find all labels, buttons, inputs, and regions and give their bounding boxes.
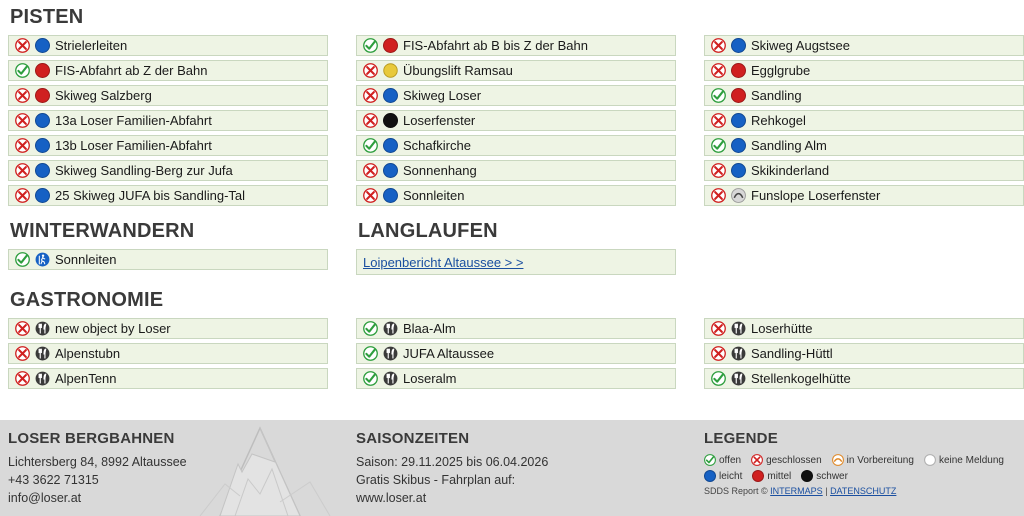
black-difficulty-dot <box>801 470 813 482</box>
x-circle-icon <box>363 113 378 128</box>
legend-item-label: in Vorbereitung <box>846 454 914 466</box>
list-item-label: Skiweg Salzberg <box>55 88 152 103</box>
x-circle-icon <box>363 188 378 203</box>
restaurant-icon <box>35 346 50 361</box>
pisten-section <box>0 0 1024 210</box>
x-circle-icon <box>15 88 30 103</box>
pisten-column-1 <box>8 0 328 210</box>
restaurant-icon <box>35 371 50 386</box>
gastronomie-list-2 <box>356 318 676 389</box>
langlaufen-column <box>356 210 676 279</box>
x-circle-icon <box>15 371 30 386</box>
sdds-separator: | <box>825 486 828 496</box>
footer-company-address: Lichtersberg 84, 8992 Altaussee <box>8 455 187 469</box>
legend-difficulty-row <box>704 470 1024 482</box>
section-title-langlaufen: LANGLAUFEN <box>358 220 498 242</box>
list-item[interactable] <box>356 160 676 181</box>
sdds-prefix: SDDS Report © <box>704 486 768 496</box>
section-title-gastronomie: GASTRONOMIE <box>10 289 164 311</box>
red-difficulty-dot <box>35 88 50 103</box>
blue-difficulty-dot <box>731 113 746 128</box>
restaurant-icon <box>731 321 746 336</box>
no-report-circle-icon <box>924 454 936 466</box>
blue-difficulty-dot <box>383 188 398 203</box>
list-item[interactable] <box>704 368 1024 389</box>
footer-company-email: info@loser.at <box>8 491 82 505</box>
list-item-label: Schafkirche <box>403 138 471 153</box>
legend-item-label: schwer <box>816 470 848 482</box>
blue-difficulty-dot <box>35 113 50 128</box>
list-item-label: Egglgrube <box>751 63 811 78</box>
x-circle-icon <box>711 188 726 203</box>
prep-circle-icon <box>832 454 844 466</box>
blue-difficulty-dot <box>383 163 398 178</box>
list-item-label: Skiweg Augstsee <box>751 38 851 53</box>
blue-difficulty-dot <box>35 163 50 178</box>
list-item[interactable] <box>704 135 1024 156</box>
list-item-label: new object by Loser <box>55 321 171 336</box>
list-item-label: Loseralm <box>403 371 457 386</box>
list-item[interactable] <box>8 318 328 339</box>
footer-legend-title: LEGENDE <box>704 430 778 447</box>
list-item-label: Stellenkogelhütte <box>751 371 851 386</box>
list-item-label: Sandling Alm <box>751 138 827 153</box>
langlaufen-list <box>356 249 676 275</box>
red-difficulty-dot <box>731 63 746 78</box>
winterwandern-column <box>8 210 328 279</box>
list-item[interactable] <box>8 185 328 206</box>
list-item-label: Skikinderland <box>751 163 830 178</box>
restaurant-icon <box>383 346 398 361</box>
blue-difficulty-dot <box>383 88 398 103</box>
list-item-label: Strielerleiten <box>55 38 128 53</box>
legend-item-label: keine Meldung <box>938 454 1004 466</box>
restaurant-icon <box>383 321 398 336</box>
x-circle-icon <box>711 38 726 53</box>
restaurant-icon <box>383 371 398 386</box>
loipenbericht-link[interactable]: Loipenbericht Altaussee > > <box>363 254 524 270</box>
check-circle-icon <box>363 371 378 386</box>
list-item[interactable] <box>704 35 1024 56</box>
legend-item <box>752 470 791 482</box>
list-item[interactable] <box>704 160 1024 181</box>
x-circle-icon <box>15 113 30 128</box>
list-item[interactable] <box>356 368 676 389</box>
footer-season <box>356 428 676 508</box>
check-circle-icon <box>363 321 378 336</box>
blue-difficulty-dot <box>35 38 50 53</box>
section-title-pisten: PISTEN <box>10 6 84 28</box>
restaurant-icon <box>35 321 50 336</box>
blue-difficulty-dot <box>731 38 746 53</box>
check-circle-icon <box>363 346 378 361</box>
footer-season-website: www.loser.at <box>356 491 427 505</box>
list-item[interactable] <box>356 60 676 81</box>
list-item-label: Übungslift Ramsau <box>403 63 513 78</box>
list-item[interactable] <box>356 185 676 206</box>
sdds-report-line <box>704 486 1024 496</box>
list-item-label: Rehkogel <box>751 113 806 128</box>
list-item[interactable] <box>704 110 1024 131</box>
list-item-label: 13b Loser Familien-Abfahrt <box>55 138 212 153</box>
x-circle-icon <box>363 63 378 78</box>
check-circle-icon <box>363 138 378 153</box>
pisten-list-2 <box>356 35 676 206</box>
legend-item <box>924 454 1004 466</box>
footer-season-title: SAISONZEITEN <box>356 430 470 447</box>
footer-legend <box>704 428 1024 508</box>
restaurant-icon <box>731 346 746 361</box>
x-circle-icon <box>15 138 30 153</box>
yellow-icon <box>383 63 398 78</box>
list-item-label: JUFA Altaussee <box>403 346 495 361</box>
hiker-icon <box>35 252 50 267</box>
red-difficulty-dot <box>731 88 746 103</box>
gastronomie-column-2 <box>356 279 676 393</box>
legend-item-label: geschlossen <box>766 454 822 466</box>
red-difficulty-dot <box>35 63 50 78</box>
legend-item <box>704 454 741 466</box>
list-item-label: Skiweg Loser <box>403 88 482 103</box>
x-circle-icon <box>711 113 726 128</box>
blue-difficulty-dot <box>35 188 50 203</box>
check-circle-icon <box>711 371 726 386</box>
list-item-label: Sonnleiten <box>55 252 117 267</box>
list-item-label: 25 Skiweg JUFA bis Sandling-Tal <box>55 188 246 203</box>
footer-season-dates: Saison: 29.11.2025 bis 06.04.2026 <box>356 455 549 469</box>
gastronomie-section <box>0 279 1024 393</box>
check-circle-icon <box>711 88 726 103</box>
list-item[interactable] <box>356 343 676 364</box>
legend-item <box>832 454 914 466</box>
list-item[interactable] <box>8 249 328 270</box>
legend-item-label: offen <box>719 454 742 466</box>
footer-company-phone: +43 3622 71315 <box>8 473 99 487</box>
x-circle-icon <box>751 454 763 466</box>
list-item[interactable] <box>356 135 676 156</box>
list-item[interactable] <box>704 60 1024 81</box>
blue-difficulty-dot <box>731 163 746 178</box>
list-item[interactable] <box>356 110 676 131</box>
datenschutz-link[interactable]: DATENSCHUTZ <box>830 486 897 496</box>
check-circle-icon <box>15 63 30 78</box>
gastronomie-list-1 <box>8 318 328 389</box>
x-circle-icon <box>15 321 30 336</box>
footer-season-skibus: Gratis Skibus - Fahrplan auf: <box>356 473 516 487</box>
list-item-label: Loserhütte <box>751 321 813 336</box>
list-item[interactable] <box>356 318 676 339</box>
x-circle-icon <box>363 163 378 178</box>
list-item[interactable] <box>356 85 676 106</box>
legend-status-row <box>704 454 1024 466</box>
pisten-list-1 <box>8 35 328 206</box>
list-item-label: Alpenstubn <box>55 346 121 361</box>
footer <box>0 420 1024 516</box>
winterwandern-list <box>8 249 328 270</box>
x-circle-icon <box>711 321 726 336</box>
list-item-label: FIS-Abfahrt ab Z der Bahn <box>55 63 208 78</box>
list-item-label: Sonnleiten <box>403 188 465 203</box>
check-circle-icon <box>704 454 716 466</box>
check-circle-icon <box>711 138 726 153</box>
list-item[interactable] <box>704 185 1024 206</box>
footer-company <box>8 428 328 508</box>
x-circle-icon <box>15 346 30 361</box>
x-circle-icon <box>15 163 30 178</box>
langlauf-spacer-column <box>704 210 1024 279</box>
list-item[interactable] <box>704 85 1024 106</box>
list-item-label: Sandling <box>751 88 802 103</box>
x-circle-icon <box>15 188 30 203</box>
list-item-label: Sonnenhang <box>403 163 477 178</box>
list-item[interactable] <box>8 110 328 131</box>
list-item[interactable] <box>8 60 328 81</box>
x-circle-icon <box>363 88 378 103</box>
list-item-label: Loserfenster <box>403 113 476 128</box>
list-item[interactable] <box>8 35 328 56</box>
pisten-column-2 <box>356 0 676 210</box>
list-item[interactable] <box>356 249 676 275</box>
list-item[interactable] <box>704 343 1024 364</box>
blue-difficulty-dot <box>35 138 50 153</box>
list-item[interactable] <box>8 368 328 389</box>
legend-item <box>751 454 822 466</box>
legend-item <box>704 470 742 482</box>
winter-langlauf-section <box>0 210 1024 279</box>
x-circle-icon <box>711 63 726 78</box>
list-item-label: FIS-Abfahrt ab B bis Z der Bahn <box>403 38 588 53</box>
gastronomie-column-1 <box>8 279 328 393</box>
list-item-label: Blaa-Alm <box>403 321 456 336</box>
legend-item-label: leicht <box>719 470 743 482</box>
x-circle-icon <box>15 38 30 53</box>
check-circle-icon <box>15 252 30 267</box>
legend-item-label: mittel <box>767 470 792 482</box>
footer-company-title: LOSER BERGBAHNEN <box>8 430 175 447</box>
x-circle-icon <box>711 346 726 361</box>
list-item[interactable] <box>8 85 328 106</box>
check-circle-icon <box>363 38 378 53</box>
list-item-label: 13a Loser Familien-Abfahrt <box>55 113 212 128</box>
blue-difficulty-dot <box>704 470 716 482</box>
list-item[interactable] <box>704 318 1024 339</box>
red-difficulty-dot <box>752 470 764 482</box>
blue-difficulty-dot <box>383 138 398 153</box>
list-item[interactable] <box>8 343 328 364</box>
legend-item <box>801 470 848 482</box>
blue-difficulty-dot <box>731 138 746 153</box>
list-item-label: Sandling-Hüttl <box>751 346 833 361</box>
list-item-label: Skiweg Sandling-Berg zur Jufa <box>55 163 233 178</box>
funslope-icon <box>731 188 746 203</box>
list-item[interactable] <box>356 35 676 56</box>
gastronomie-column-3 <box>704 279 1024 393</box>
list-item[interactable] <box>8 160 328 181</box>
section-title-winterwandern: WINTERWANDERN <box>10 220 195 242</box>
restaurant-icon <box>731 371 746 386</box>
red-difficulty-dot <box>383 38 398 53</box>
x-circle-icon <box>711 163 726 178</box>
list-item-label: Funslope Loserfenster <box>751 188 881 203</box>
pisten-column-3 <box>704 0 1024 210</box>
list-item[interactable] <box>8 135 328 156</box>
gastronomie-list-3 <box>704 318 1024 389</box>
pisten-list-3 <box>704 35 1024 206</box>
list-item-label: AlpenTenn <box>55 371 117 386</box>
intermaps-link[interactable]: INTERMAPS <box>770 486 823 496</box>
black-difficulty-dot <box>383 113 398 128</box>
